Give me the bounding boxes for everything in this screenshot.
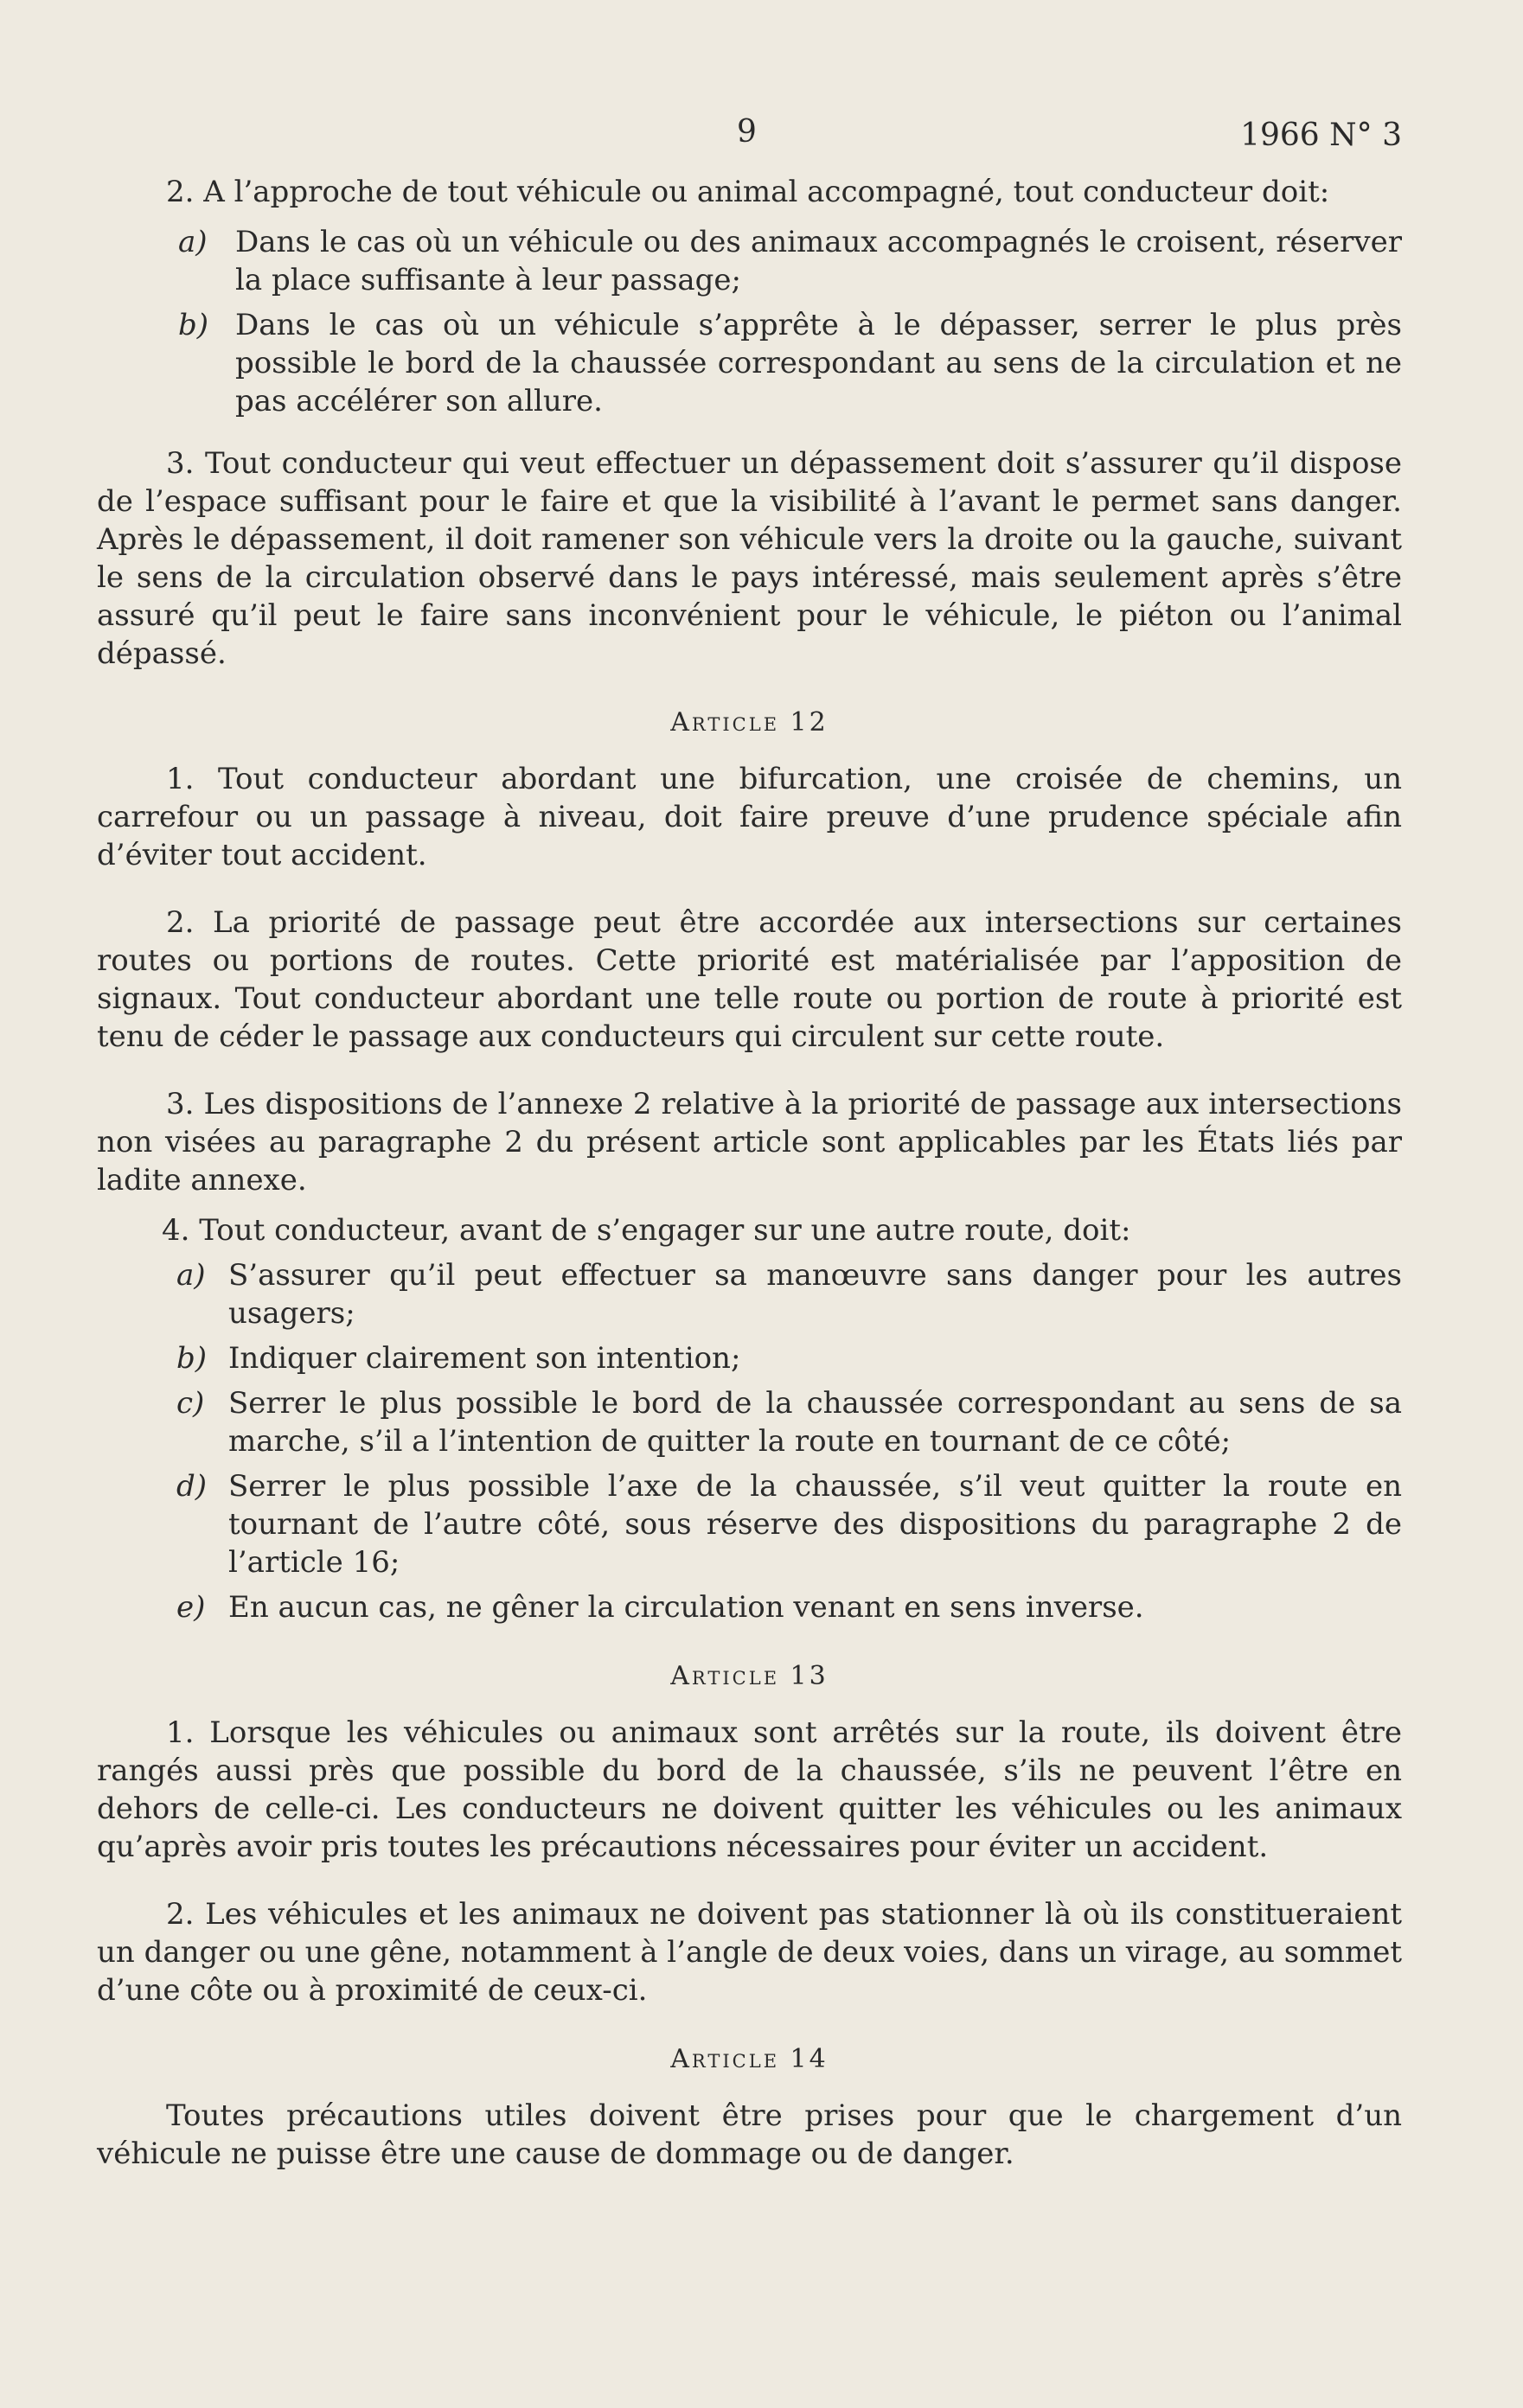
issue-label: 1966 N° 3 [1240,118,1402,153]
page-header [97,104,1402,173]
article-12-title: Article 12 [670,707,829,738]
list-item [97,1467,1402,1581]
article-13-paragraph-1: 1. Lorsque les véhicules ou animaux sont arrêtés sur la route, ils doivent être rangés aussi près que possible du bord de la chaussée, s’ils ne peuvent l’être en dehors de celle-ci. Les conducteurs ne doivent quitter les véhicules ou les animaux qu’après avoir pris toutes les précautions nécessaires pour éviter un accident. [97,1715,1402,1864]
paragraph-2-intro: 2. A l’approche de tout véhicule ou animal accompagné, tout conducteur doit: [166,175,1330,209]
list-item [97,1256,1402,1332]
item-text: Serrer le plus possible le bord de la chaussée correspondant au sens de sa marche, s’il a l’intention de quitter la route en tournant de ce côté; [228,1386,1402,1459]
article-12-paragraph-2: 2. La priorité de passage peut être accordée aux intersections sur certaines routes ou portions de routes. Cette priorité est matérialisée par l’apposition de signaux. Tout conducteur abordant une telle route ou portion de route à priorité est tenu de céder le passage aux conducteurs qui circulent sur cette route. [97,905,1402,1054]
list-item [97,1588,1402,1626]
item-label: a) [178,225,208,259]
item-label: d) [176,1469,208,1504]
article-13-title: Article 13 [670,1661,829,1691]
page-number: 9 [737,114,757,150]
list-item [97,1339,1402,1377]
paragraph-2-items [97,223,1402,420]
item-label: e) [176,1590,206,1625]
article-12-paragraph-4-intro: 4. Tout conducteur, avant de s’engager sur une autre route, doit: [162,1213,1131,1248]
item-text: Serrer le plus possible l’axe de la chaussée, s’il veut quitter la route en tournant de l’autre côté, sous réserve des dispositions du paragraphe 2 de l’article 16; [228,1469,1402,1580]
item-text: Dans le cas où un véhicule ou des animaux accompagnés le croisent, réserver la place suffisante à leur passage; [235,225,1402,297]
article-14-title: Article 14 [670,2044,829,2074]
item-text: Dans le cas où un véhicule s’apprête à le dépasser, serrer le plus près possible le bord de la chaussée correspondant au sens de la circulation et ne pas accélérer son allure. [235,308,1402,418]
item-label: b) [176,1341,208,1376]
article-12-paragraph-3: 3. Les dispositions de l’annexe 2 relative à la priorité de passage aux intersections non visées au paragraphe 2 du présent article sont applicables par les États liés par ladite annexe. [97,1087,1402,1198]
article-13-paragraph-2: 2. Les véhicules et les animaux ne doivent pas stationner là où ils constitueraient un danger ou une gêne, notamment à l’angle de deux voies, dans un virage, au sommet d’une côte ou à proximité de ceux-ci. [97,1897,1402,2008]
list-item [97,306,1402,420]
list-item [97,1384,1402,1460]
item-label: a) [176,1258,206,1293]
item-text: En aucun cas, ne gêner la circulation venant en sens inverse. [228,1590,1144,1625]
list-item [97,223,1402,299]
item-text: S’assurer qu’il peut effectuer sa manœuvre sans danger pour les autres usagers; [228,1258,1402,1331]
article-14-paragraph-1: Toutes précautions utiles doivent être prises pour que le chargement d’un véhicule ne puisse être une cause de dommage ou de danger. [97,2098,1402,2171]
paragraph-3: 3. Tout conducteur qui veut effectuer un dépassement doit s’assurer qu’il dispose de l’espace suffisant pour le faire et que la visibilité à l’avant le permet sans danger. Après le dépassement, il doit ramener son véhicule vers la droite ou la gauche, suivant le sens de la circulation observé dans le pays intéressé, mais seulement après s’être assuré qu’il peut le faire sans inconvénient pour le véhicule, le piéton ou l’animal dépassé. [97,446,1402,671]
item-label: c) [176,1386,205,1421]
item-label: b) [178,308,209,342]
article-12-paragraph-1: 1. Tout conducteur abordant une bifurcation, une croisée de chemins, un carrefour ou un passage à niveau, doit faire preuve d’une prudence spéciale afin d’éviter tout accident. [97,762,1402,872]
item-text: Indiquer clairement son intention; [228,1341,741,1376]
article-12-paragraph-4-items [97,1256,1402,1626]
